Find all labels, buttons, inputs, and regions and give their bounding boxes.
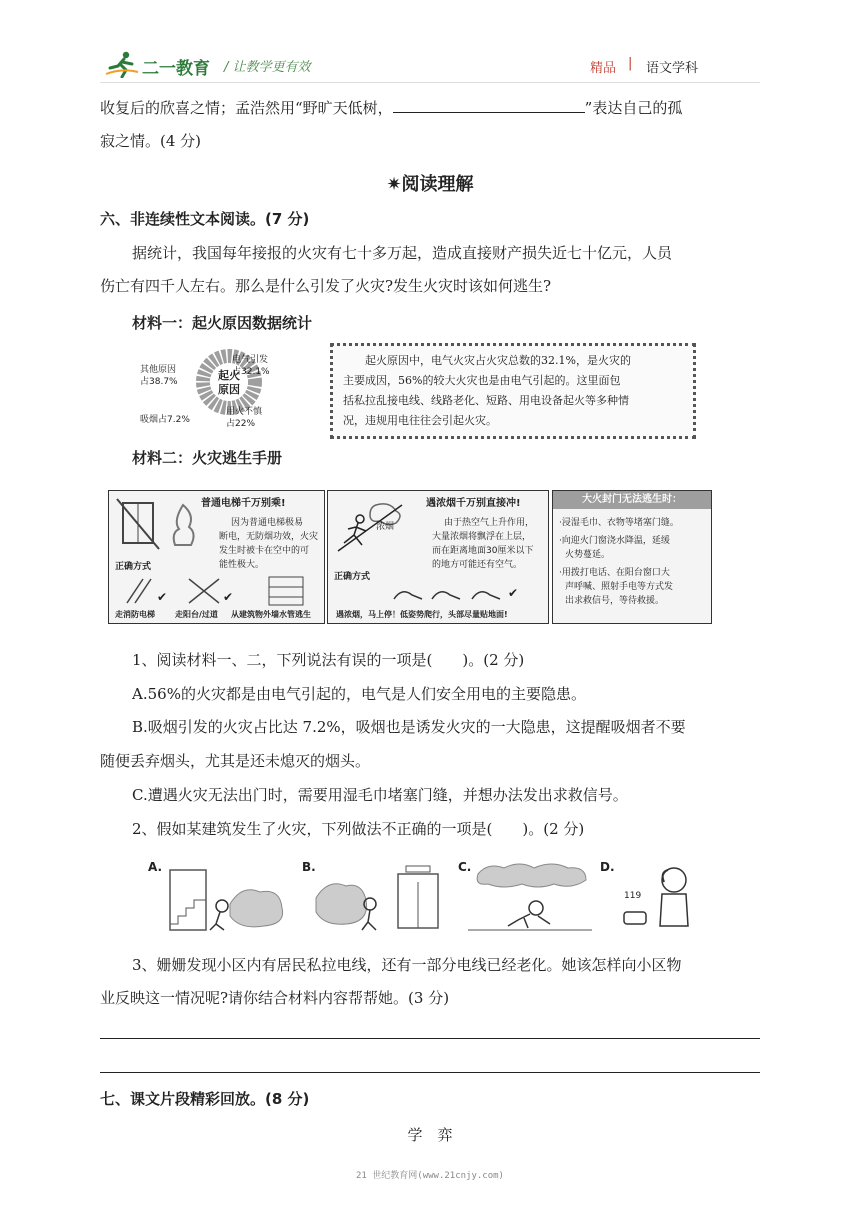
- q1-option-c[interactable]: C.遭遇火灾无法出门时，需要用湿毛巾堵塞门缝，并想办法发出求救信号。: [132, 786, 628, 804]
- section6-para-line1: 据统计，我国每年接报的火灾有七十多万起，造成直接财产损失近七十亿元，人员: [132, 244, 673, 262]
- escape-panel-elevator: [108, 490, 325, 624]
- tag-quality: 精品: [590, 61, 617, 76]
- header-rule: [100, 82, 760, 83]
- q1-stem: 1、阅读材料一、二，下列说法有误的一项是( )。(2 分): [132, 651, 525, 669]
- q1-option-b-line1[interactable]: B.吸烟引发的火灾占比达 7.2%，吸烟也是诱发火灾的一大隐患，这提醒吸烟者不要: [132, 718, 686, 736]
- panel1-caption-2: 走阳台/过道: [175, 610, 218, 619]
- q3-answer-line-1[interactable]: [100, 1038, 760, 1039]
- q2-option-b[interactable]: [298, 856, 448, 934]
- flame-icon: [169, 503, 197, 547]
- panel1-body-2: 断电，无防烟功效，火灾: [219, 532, 319, 542]
- intro-line1-part2: ”表达自己的孤: [584, 99, 683, 117]
- panel3-title: 大火封门无法逃生时：: [553, 491, 711, 509]
- q2-option-d[interactable]: [598, 856, 698, 934]
- logo-runner-icon: [104, 50, 140, 78]
- intro-line1: [100, 98, 682, 118]
- no-elevator-icon: [115, 497, 163, 553]
- q3-line2: 业反映这一情况呢?请你结合材料内容帮帮她。(3 分): [100, 989, 450, 1007]
- donut-center-line2: 原因: [218, 383, 240, 396]
- panel3-item-5: 声呼喊、照射手电等方式发: [565, 582, 674, 592]
- q2-option-a-label: A.: [148, 860, 163, 874]
- panel3-item-6: 出求救信号，等待救援。: [565, 596, 665, 606]
- panel1-body-1: 因为普通电梯极易: [231, 518, 304, 528]
- cause-donut-figure: [140, 342, 310, 440]
- q2-options-strip: [142, 856, 698, 934]
- panel1-title: 普通电梯千万别乘!: [201, 498, 286, 509]
- panel1-caption-3: 从建筑物外墙水管逃生: [231, 610, 311, 619]
- material1-text-line1: 起火原因中，电气火灾占火灾总数的32.1%，是火灾的: [365, 354, 631, 367]
- exit-routes-icon: [119, 575, 319, 607]
- crawl-under-smoke-icon: [468, 860, 592, 932]
- intro-line1-part1: 收复后的欣喜之情；孟浩然用“野旷天低树，: [100, 99, 393, 117]
- panel3-item-2: ·向迎火门窗浇水降温，延缓: [559, 536, 670, 546]
- donut-label-electric: 电气引发 占32.1%: [232, 355, 270, 377]
- panel3-item-3: 火势蔓延。: [565, 550, 611, 560]
- answer-blank[interactable]: [393, 98, 585, 113]
- panel1-caption-1: 走消防电梯: [115, 610, 155, 619]
- smoke-label: 浓烟: [376, 522, 395, 532]
- panel2-body-3: 而在距离地面30厘米以下: [432, 546, 534, 556]
- q2-option-d-label: D.: [600, 860, 615, 874]
- logo-text: 二一教育: [142, 59, 210, 79]
- material1-text-line3: 括私拉乱接电线、线路老化、短路、用电设备起火等多种情: [343, 394, 629, 407]
- donut-label-smoke: 吸烟占7.2%: [140, 415, 190, 425]
- svg-text:✔: ✔: [157, 590, 168, 604]
- tag-divider: |: [628, 56, 633, 71]
- material1-textbox: [330, 343, 696, 439]
- panel2-body-4: 的地方可能还有空气。: [432, 560, 523, 570]
- slogan: / 让教学更有效: [224, 60, 311, 75]
- material2-title: 材料二：火灾逃生手册: [132, 449, 283, 467]
- panel2-caption: 遇浓烟，马上停！低姿势爬行，头部尽量贴地面!: [336, 610, 508, 619]
- panel2-correct-label: 正确方式: [334, 572, 371, 582]
- escape-panel-blocked: [552, 490, 712, 624]
- material1-text-line2: 主要成因，56%的较大火灾也是由电气引起的。这里面包: [343, 374, 621, 387]
- svg-text:✔: ✔: [223, 590, 234, 604]
- q2-option-c[interactable]: [454, 856, 592, 934]
- material1-title: 材料一：起火原因数据统计: [132, 314, 313, 332]
- running-person-icon: [336, 501, 406, 557]
- q2-option-b-label: B.: [302, 860, 316, 874]
- q1-option-b-line2[interactable]: 随便丢弃烟头，尤其是还未熄灭的烟头。: [100, 752, 371, 770]
- svg-text:✔: ✔: [508, 586, 519, 600]
- escape-panel-smoke: [327, 490, 549, 624]
- section7-heading: 七、课文片段精彩回放。(8 分): [100, 1090, 310, 1108]
- header: [100, 48, 760, 80]
- q2-option-c-label: C.: [458, 860, 472, 874]
- panel1-correct-label: 正确方式: [115, 562, 152, 572]
- stairs-escape-icon: [160, 864, 290, 932]
- panel2-body-2: 大量浓烟将飘浮在上层，: [432, 532, 532, 542]
- panel3-item-1: ·浸湿毛巾、衣物等堵塞门缝。: [559, 518, 679, 528]
- panel2-title: 遇浓烟千万别直接冲!: [426, 498, 521, 509]
- donut-label-careless: 用火不慎 占22%: [226, 407, 263, 429]
- q2-option-a[interactable]: [142, 856, 292, 934]
- q2-phone-number: 119: [624, 891, 642, 901]
- phone-call-icon: [620, 860, 698, 932]
- panel3-item-4: ·用拨打电话、在阳台窗口大: [559, 568, 670, 578]
- panel1-body-4: 能性极大。: [219, 560, 265, 570]
- section6-heading: 六、非连续性文本阅读。(7 分): [100, 210, 310, 228]
- elevator-escape-icon: [312, 864, 446, 932]
- section-reading-title: ✷阅读理解: [386, 174, 474, 195]
- donut-label-other: 其他原因 占38.7%: [140, 365, 178, 387]
- crawling-people-icon: [388, 573, 538, 603]
- donut-center-line1: 起火: [218, 369, 240, 382]
- q2-stem: 2、假如某建筑发生了火灾，下列做法不正确的一项是( )。(2 分): [132, 820, 585, 838]
- panel2-body-1: 由于热空气上升作用，: [444, 518, 535, 528]
- section6-para-line2: 伤亡有四千人左右。那么是什么引发了火灾?发生火灾时该如何逃生?: [100, 277, 552, 295]
- q1-option-a[interactable]: A.56%的火灾都是由电气引起的，电气是人们安全用电的主要隐患。: [132, 685, 586, 703]
- section7-subtitle: 学 弈: [407, 1126, 453, 1144]
- q3-answer-line-2[interactable]: [100, 1072, 760, 1073]
- footer: 21 世纪教育网(www.21cnjy.com): [356, 1171, 504, 1181]
- tag-subject: 语文学科: [646, 61, 699, 76]
- panel1-body-3: 发生时被卡在空中的可: [219, 546, 310, 556]
- intro-line2: 寂之情。(4 分): [100, 132, 202, 150]
- material1-text-line4: 况，违规用电往往会引起火灾。: [343, 414, 497, 427]
- q3-line1: 3、姗姗发现小区内有居民私拉电线，还有一部分电线已经老化。她该怎样向小区物: [132, 956, 682, 974]
